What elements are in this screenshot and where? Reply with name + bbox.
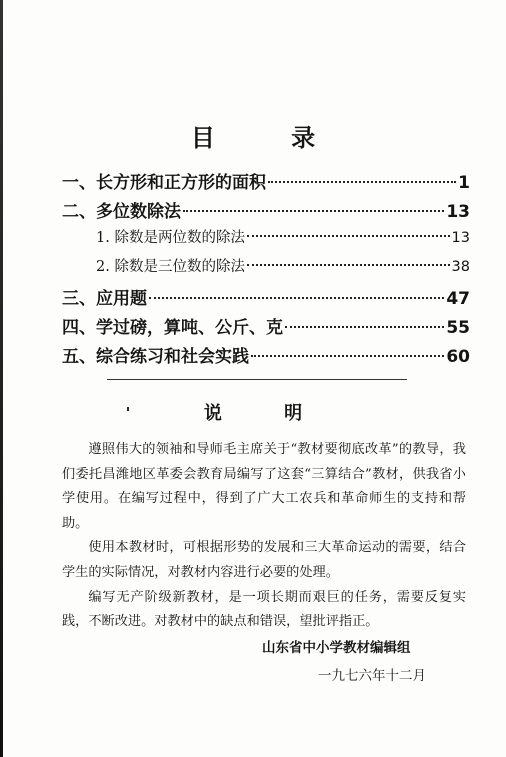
dot-leader (268, 181, 456, 183)
toc-entry-page: 60 (446, 347, 470, 367)
table-of-contents (62, 168, 470, 371)
notes-heading: 说 明 (203, 403, 331, 424)
toc-entry-label: 一、长方形和正方形的面积 (62, 173, 266, 193)
dot-leader (149, 297, 444, 299)
notes-body (62, 438, 466, 635)
toc-entry-chapter-3 (62, 284, 470, 313)
dot-leader (247, 264, 450, 266)
toc-entry-chapter-4 (62, 313, 470, 342)
toc-entry-label: 2. 除数是三位数的除法 (96, 259, 245, 275)
publication-date: 一九七六年十二月 (318, 668, 426, 684)
toc-entry-section-2-2 (62, 255, 470, 284)
dot-leader (183, 210, 444, 212)
toc-entry-label: 1. 除数是两位数的除法 (96, 230, 245, 246)
dot-leader (285, 326, 444, 328)
toc-heading: 目 录 (190, 124, 350, 152)
toc-entry-page: 1 (458, 173, 470, 193)
toc-entry-label: 四、学过磅，算吨、公斤、克 (62, 318, 283, 338)
toc-entry-label: 二、多位数除法 (62, 202, 181, 222)
toc-entry-label: 三、应用题 (62, 289, 147, 309)
toc-entry-page: 13 (451, 230, 470, 246)
toc-entry-label: 五、综合练习和社会实践 (62, 347, 249, 367)
author-signature: 山东省中小学教材编辑组 (262, 640, 411, 656)
toc-entry-page: 13 (446, 202, 470, 222)
toc-entry-page: 55 (446, 318, 470, 338)
dot-leader (247, 235, 450, 237)
notes-paragraph: 编写无产阶级新教材，是一项长期而艰巨的任务，需要反复实践，不断改进。对教材中的缺点和错误，望批评指正。 (62, 589, 466, 630)
toc-entry-page: 38 (451, 259, 470, 275)
toc-entry-section-2-1 (62, 226, 470, 255)
toc-entry-chapter-1 (62, 168, 470, 197)
notes-paragraph: 使用本教材时，可根据形势的发展和三大革命运动的需要，结合学生的实际情况，对教材内容进行必要的处理。 (62, 540, 466, 580)
toc-entry-chapter-2 (62, 197, 470, 226)
notes-paragraph: 遵照伟大的领袖和导师毛主席关于“教材要彻底改革”的教导，我们委托昌潍地区革委会教育局编写了这套“三算结合”教材，供我省小学使用。在编写过程中，得到了广大工农兵和革命师生的支持和帮助。 (62, 442, 466, 531)
toc-entry-page: 47 (446, 289, 470, 309)
dot-leader (251, 355, 444, 357)
page-binding-edge (0, 0, 3, 757)
section-divider (107, 379, 407, 380)
toc-entry-chapter-5 (62, 342, 470, 371)
